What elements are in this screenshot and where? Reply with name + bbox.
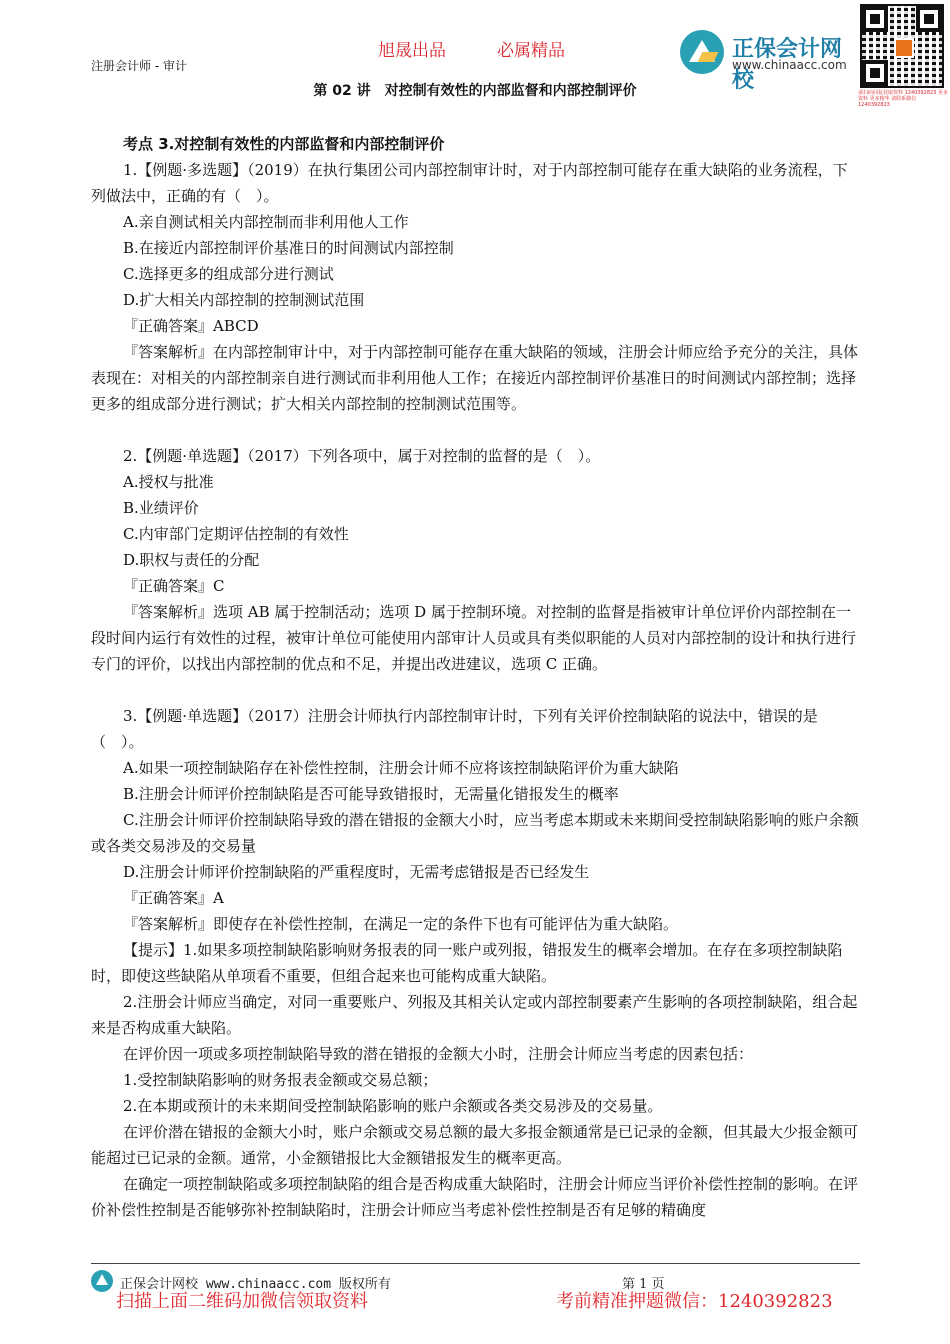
qr-note: 请扫码回复获取资料 1240392823 更多资料 更多精华 请联系微信 1240392823	[858, 90, 948, 108]
q3-stem: 3.【例题·单选题】（2017）注册会计师执行内部控制审计时，下列有关评价控制缺陷的说法中，错误的是（ ）。	[91, 707, 818, 751]
brand-url: www.chinaacc.com	[732, 58, 847, 72]
q3-tip-1: 【提示】1.如果多项控制缺陷影响财务报表的同一账户或列报，错报发生的概率会增加。在存在多项控制缺陷时，即使这些缺陷从单项看不重要，但组合起来也可能构成重大缺陷。	[91, 941, 843, 985]
q3-option-d: D.注册会计师评价控制缺陷的严重程度时，无需考虑错报是否已经发生	[123, 863, 590, 881]
lecture-title: 对控制有效性的内部监督和内部控制评价	[384, 83, 637, 99]
q1-analysis: 『答案解析』在内部控制审计中，对于内部控制可能存在重大缺陷的领域，注册会计师应给予充分的关注，具体表现在：对相关的内部控制亲自进行测试而非利用他人工作；在接近内部控制评价基准日的时间测试内部控制；选择更多的组成部分进行测试；扩大相关内部控制的控制测试范围等。	[91, 343, 859, 413]
q1-option-a: A.亲自测试相关内部控制而非利用他人工作	[123, 213, 409, 231]
promo-left: 扫描上面二维码加微信领取资料	[116, 1291, 368, 1312]
q1-stem: 1.【例题·多选题】（2019）在执行集团公司内部控制审计时，对于内部控制可能存在重大缺陷的业务流程，下列做法中，正确的有（ ）。	[91, 161, 848, 205]
tag-produced: 旭晟出品	[378, 41, 446, 61]
promo-right: 考前精准押题微信：1240392823	[556, 1291, 833, 1312]
q2-answer: 『正确答案』C	[123, 577, 225, 595]
brand-logo[interactable]	[680, 30, 860, 93]
q1-option-c: C.选择更多的组成部分进行测试	[123, 265, 334, 283]
q1-answer: 『正确答案』ABCD	[123, 317, 259, 335]
qr-code-icon	[862, 6, 942, 86]
q2-analysis: 『答案解析』选项 AB 属于控制活动；选项 D 属于控制环境。对控制的监督是指被审计单位评价内部控制在一段时间内运行有效性的过程，被审计单位可能使用内部审计人员或具有类似职能的人员对内部控制的设计和执行进行专门的评价，以找出内部控制的优点和不足，并提出改进建议，选项 C 正确。	[91, 603, 857, 673]
q3-analysis: 『答案解析』即使存在补偿性控制，在满足一定的条件下也有可能评估为重大缺陷。	[123, 915, 679, 933]
q3-tip-5: 2.在本期或预计的未来期间受控制缺陷影响的账户余额或各类交易涉及的交易量。	[123, 1097, 663, 1115]
q3-answer: 『正确答案』A	[123, 889, 224, 907]
q1-option-d: D.扩大相关内部控制的控制测试范围	[123, 291, 365, 309]
footer-copyright: 正保会计网校 www.chinaacc.com 版权所有	[120, 1277, 391, 1292]
q2-stem: 2.【例题·单选题】（2017）下列各项中，属于对控制的监督的是（ ）。	[123, 447, 601, 465]
subject-label: 注册会计师 - 审计	[91, 59, 187, 73]
q2-option-b: B.业绩评价	[123, 499, 199, 517]
page-number: 第 1 页	[622, 1277, 665, 1292]
tag-quality: 必属精品	[497, 41, 565, 61]
brand-title: 正保会计网校	[732, 37, 843, 93]
q3-tip-4: 1.受控制缺陷影响的财务报表金额或交易总额；	[123, 1071, 438, 1089]
q3-option-a: A.如果一项控制缺陷存在补偿性控制，注册会计师不应将该控制缺陷评价为重大缺陷	[123, 759, 679, 777]
q3-option-c: C.注册会计师评价控制缺陷导致的潜在错报的金额大小时，应当考虑本期或未来期间受控制缺陷影响的账户余额或各类交易涉及的交易量	[91, 811, 859, 855]
q3-tip-7: 在确定一项控制缺陷或多项控制缺陷的组合是否构成重大缺陷时，注册会计师应当评价补偿性控制的影响。在评价补偿性控制是否能够弥补控制缺陷时，注册会计师应当考虑补偿性控制是否有足够的精确度	[91, 1175, 859, 1219]
footer-logo-icon	[91, 1270, 113, 1292]
q3-option-b: B.注册会计师评价控制缺陷是否可能导致错报时，无需量化错报发生的概率	[123, 785, 619, 803]
q1-option-b: B.在接近内部控制评价基准日的时间测试内部控制	[123, 239, 454, 257]
lecture-number: 第 02 讲	[313, 83, 371, 99]
q3-tip-6: 在评价潜在错报的金额大小时，账户余额或交易总额的最大多报金额通常是已记录的金额，但其最大少报金额可能超过已记录的金额。通常，小金额错报比大金额错报发生的概率更高。	[91, 1123, 859, 1167]
brand-logo-icon	[680, 30, 724, 74]
lecture-title-row	[0, 80, 950, 100]
section-title: 考点 3.对控制有效性的内部监督和内部控制评价	[123, 135, 445, 153]
document-body	[91, 131, 860, 1223]
q3-tip-3: 在评价因一项或多项控制缺陷导致的潜在错报的金额大小时，注册会计师应当考虑的因素包括：	[123, 1045, 754, 1063]
q3-tip-2: 2.注册会计师应当确定，对同一重要账户、列报及其相关认定或内部控制要素产生影响的各项控制缺陷，组合起来是否构成重大缺陷。	[91, 993, 858, 1037]
q2-option-a: A.授权与批准	[123, 473, 214, 491]
q2-option-c: C.内审部门定期评估控制的有效性	[123, 525, 349, 543]
footer-divider	[91, 1263, 860, 1264]
q2-option-d: D.职权与责任的分配	[123, 551, 260, 569]
